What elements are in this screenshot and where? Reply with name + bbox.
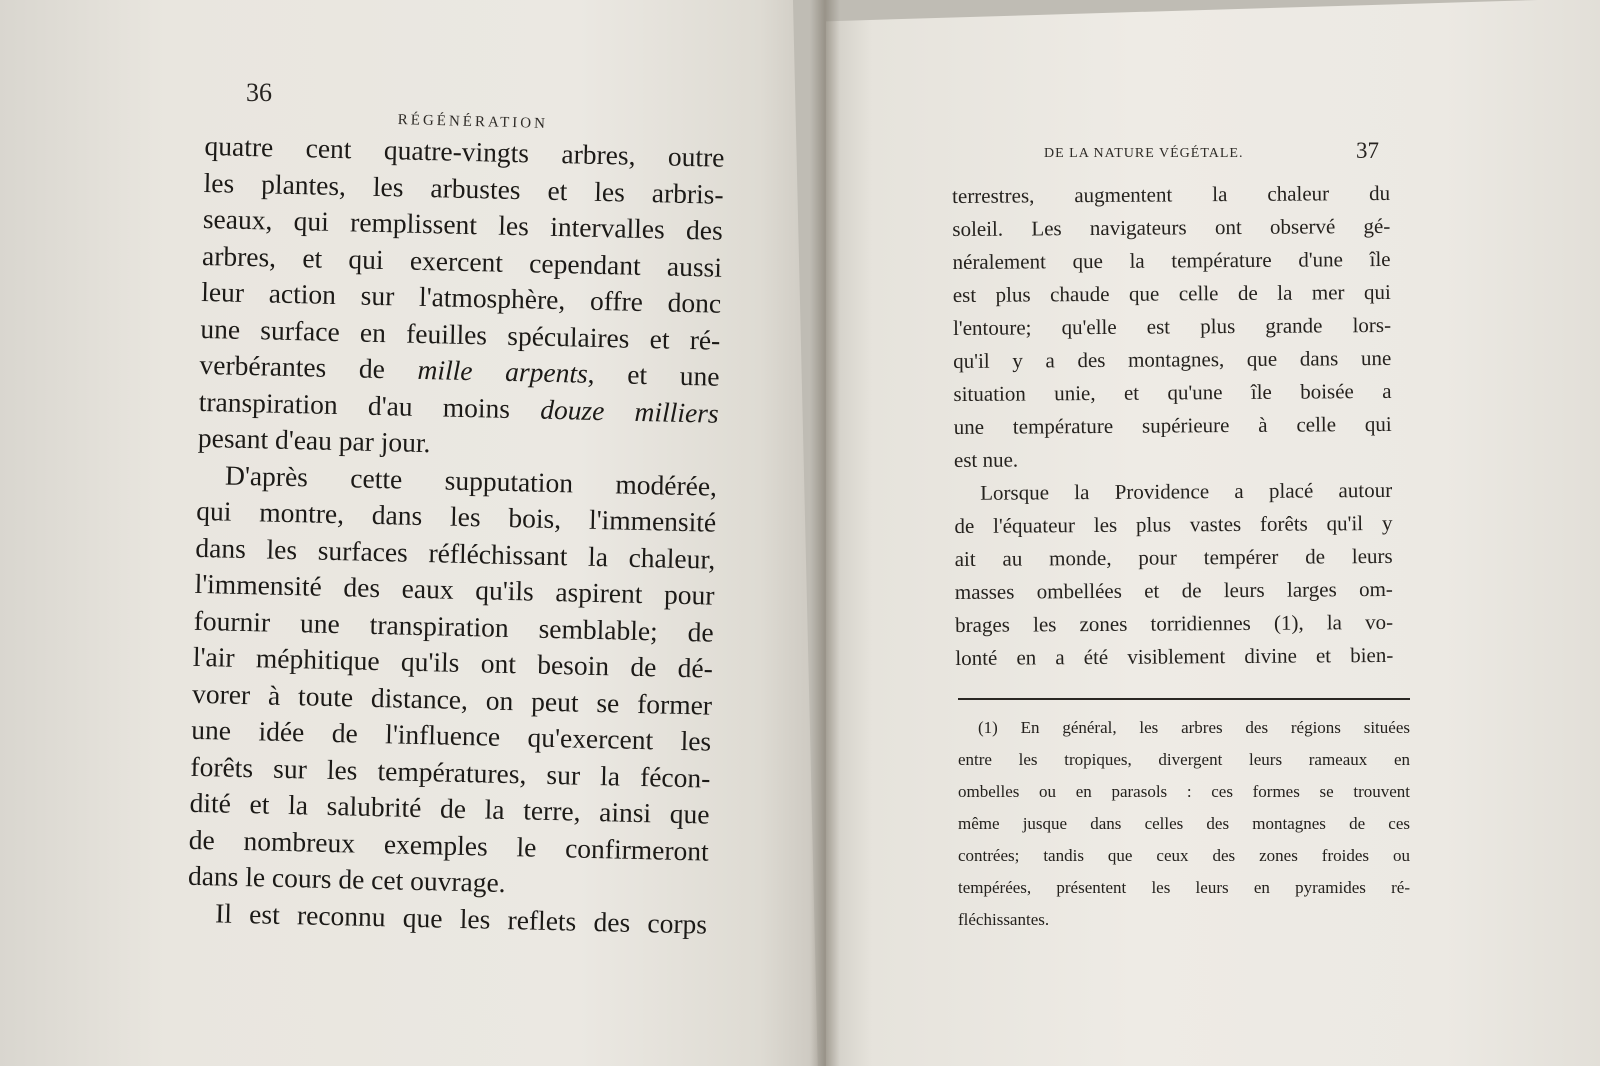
text-line: leur action sur l'atmosphère, offre donc: [200, 275, 722, 319]
text-line: une surface en feuilles spéculaires et ré-: [200, 312, 721, 356]
footnote-line: même jusque dans celles des montagnes de ces: [958, 814, 1410, 833]
footnote-line: tempérées, présentent les leurs en pyramides ré-: [958, 878, 1410, 897]
text-run: verbérantes de: [199, 348, 418, 385]
text-line: qu'il y a des montagnes, que dans une: [953, 345, 1392, 373]
text-line: fournir une transpiration semblable; de: [193, 604, 715, 648]
text-line: néralement que la température d'une île: [952, 246, 1391, 274]
footnote-rule: [958, 698, 1410, 700]
right-running-head: DE LA NATURE VÉGÉTALE.: [1044, 146, 1244, 161]
text-line: situation unie, et qu'une île boisée a: [953, 378, 1392, 406]
footnote-line: entre les tropiques, divergent leurs rameaux en: [958, 750, 1410, 769]
text-line: masses ombellées et de leurs larges om-: [954, 576, 1393, 604]
text-line: l'air méphitique qu'ils ont besoin de dé-: [192, 640, 714, 684]
text-run: transpiration d'au moins: [198, 385, 541, 425]
text-line: de l'équateur les plus vastes forêts qu'il y: [954, 510, 1393, 538]
right-body-text: [952, 177, 1393, 675]
italic-text: mille arpents: [417, 353, 589, 389]
left-body-text: [187, 128, 725, 943]
text-line: ait au monde, pour tempérer de leurs: [954, 543, 1393, 571]
book-gutter: [810, 0, 840, 1066]
text-line: pesant d'eau par jour.: [197, 421, 431, 459]
right-page-number: 37: [1356, 138, 1379, 163]
text-line: de nombreux exemples le confirmeront: [188, 823, 710, 867]
italic-text: douze milliers: [539, 393, 720, 429]
text-run: , et une: [587, 357, 720, 392]
left-page-number: 36: [246, 78, 272, 107]
text-line: quatre cent quatre-vingts arbres, outre: [204, 129, 725, 173]
text-line: les plantes, les arbustes et les arbris-: [203, 166, 724, 210]
text-line: Lorsque la Providence a placé autour: [980, 477, 1393, 505]
text-line: est nue.: [953, 447, 1019, 472]
footnote-line: fléchissantes.: [958, 910, 1050, 929]
text-line: arbres, et qui exercent cependant aussi: [201, 239, 723, 283]
text-line: dité et la salubrité de la terre, ainsi que: [189, 786, 710, 830]
text-line: seaux, qui remplissent les intervalles des: [202, 202, 724, 246]
text-line: dans le cours de cet ouvrage.: [187, 859, 506, 899]
text-line: soleil. Les navigateurs ont observé gé-: [952, 213, 1391, 241]
text-line: qui montre, dans les bois, l'immensité: [195, 494, 717, 538]
text-line: lonté en a été visiblement divine et bien-: [955, 642, 1394, 670]
text-line: est plus chaude que celle de la mer qui: [952, 279, 1391, 307]
text-line: brages les zones torridiennes (1), la vo-: [955, 609, 1394, 637]
text-line: une température supérieure à celle qui: [953, 411, 1392, 439]
text-line: l'immensité des eaux qu'ils aspirent pour: [194, 567, 715, 611]
text-line: D'après cette supputation modérée,: [224, 459, 718, 502]
left-running-head: RÉGÉNÉRATION: [397, 112, 549, 132]
text-line: vorer à toute distance, on peut se former: [191, 677, 713, 721]
text-line: Il est reconnu que les reflets des corps: [214, 896, 708, 940]
text-line: terrestres, augmentent la chaleur du: [952, 180, 1391, 208]
text-line: une idée de l'influence qu'exercent les: [191, 713, 712, 757]
footnote-line: (1) En général, les arbres des régions situées: [978, 718, 1410, 737]
footnote: [958, 712, 1410, 936]
text-line: dans les surfaces réfléchissant la chaleur,: [195, 531, 716, 575]
footnote-line: ombelles ou en parasols : ces formes se trouvent: [958, 782, 1410, 801]
footnote-line: contrées; tandis que ceux des zones froides ou: [958, 846, 1410, 865]
text-line: forêts sur les températures, sur la fécon-: [190, 750, 711, 794]
text-line: l'entoure; qu'elle est plus grande lors-: [952, 312, 1392, 340]
